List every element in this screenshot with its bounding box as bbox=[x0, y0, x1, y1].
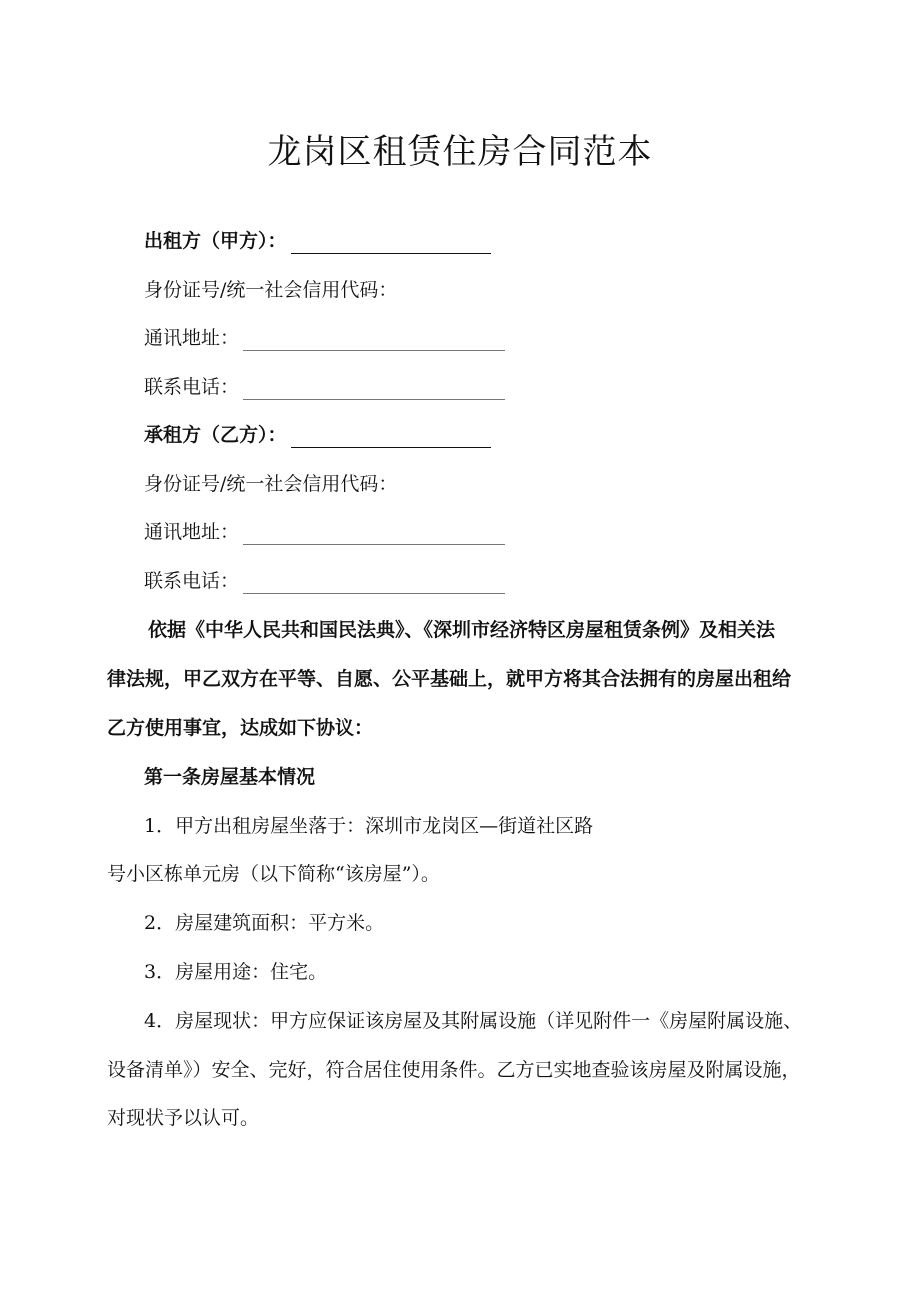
lessee-address-row bbox=[144, 519, 505, 545]
lessee-name-blank[interactable] bbox=[291, 429, 491, 448]
preamble-line-3: 乙方使用事宜，达成如下协议： bbox=[107, 717, 374, 739]
lessee-row bbox=[144, 422, 491, 448]
lessor-phone-blank[interactable] bbox=[243, 381, 505, 400]
lessee-phone-blank[interactable] bbox=[243, 575, 505, 594]
lessor-address-row bbox=[144, 325, 505, 351]
preamble-line-1: 依据《中华人民共和国民法典》、《深圳市经济特区房屋租赁条例》及相关法 bbox=[148, 619, 776, 641]
lessor-phone-row bbox=[144, 374, 505, 400]
article1-item4-line2: 设备清单》）安全、完好，符合居住使用条件。乙方已实地查验该房屋及附属设施， bbox=[107, 1059, 801, 1081]
article1-item4-line3: 对现状予以认可。 bbox=[107, 1107, 260, 1129]
lessee-address-blank[interactable] bbox=[243, 526, 505, 545]
article1-item2: 2．房屋建筑面积：平方米。 bbox=[144, 912, 385, 934]
lessee-phone-label: 联系电话： bbox=[144, 570, 240, 592]
lessor-label: 出租方（甲方）： bbox=[144, 230, 287, 252]
lessee-label: 承租方（乙方）： bbox=[144, 424, 287, 446]
lessee-address-label: 通讯地址： bbox=[144, 521, 240, 543]
article1-heading: 第一条房屋基本情况 bbox=[144, 766, 316, 788]
lessor-id-row bbox=[144, 277, 397, 303]
lessor-phone-label: 联系电话： bbox=[144, 376, 240, 398]
article1-item1-line2: 号小区栋单元房（以下简称“该房屋”）。 bbox=[107, 863, 440, 885]
article1-item4-line1: 4．房屋现状：甲方应保证该房屋及其附属设施（详见附件一《房屋附属设施、 bbox=[144, 1010, 803, 1032]
lessor-id-label: 身份证号/统一社会信用代码： bbox=[144, 279, 398, 301]
lessee-id-row bbox=[144, 471, 397, 497]
lessor-address-blank[interactable] bbox=[243, 332, 505, 351]
lessor-row bbox=[144, 228, 491, 254]
document-title: 龙岗区租赁住房合同范本 bbox=[267, 132, 653, 172]
lessor-address-label: 通讯地址： bbox=[144, 327, 240, 349]
preamble-line-2: 律法规，甲乙双方在平等、自愿、公平基础上，就甲方将其合法拥有的房屋出租给 bbox=[107, 668, 792, 690]
lessee-id-label: 身份证号/统一社会信用代码： bbox=[144, 473, 398, 495]
article1-item1-line1: 1．甲方出租房屋坐落于：深圳市龙岗区—街道社区路 bbox=[144, 815, 594, 837]
lessee-phone-row bbox=[144, 568, 505, 594]
lessor-name-blank[interactable] bbox=[291, 235, 491, 254]
article1-item3: 3．房屋用途：住宅。 bbox=[144, 961, 328, 983]
